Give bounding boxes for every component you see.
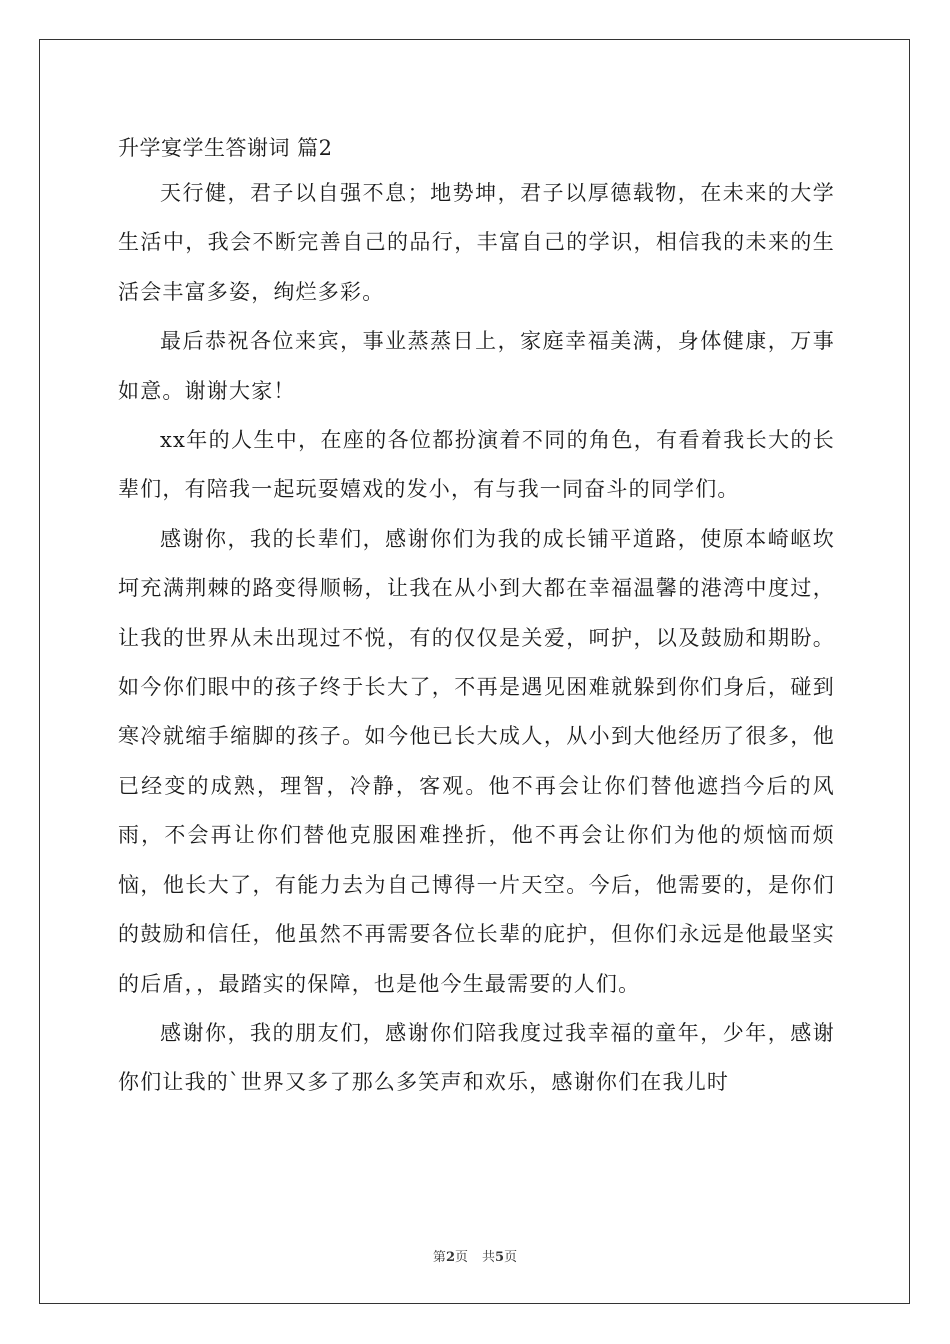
document-body — [118, 128, 835, 1108]
page-footer — [0, 1246, 950, 1265]
paragraph-1: 天行健，君子以自强不息；地势坤，君子以厚德载物，在未来的大学生活中，我会不断完善自己的品行，丰富自己的学识，相信我的未来的生活会丰富多姿，绚烂多彩。 — [118, 181, 835, 304]
page-number-prefix: 第 — [432, 1250, 446, 1265]
paragraph-4: 感谢你，我的长辈们，感谢你们为我的成长铺平道路，使原本崎岖坎坷充满荆棘的路变得顺畅，让我在从小到大都在幸福温馨的港湾中度过，让我的世界从未出现过不悦，有的仅仅是关爱，呵护，以及鼓励和期盼。如今你们眼中的孩子终于长大了，不再是遇见困难就躲到你们身后，碰到寒冷就缩手缩脚的孩子。如今他已长大成人，从小到大他经历了很多，他已经变的成熟，理智，冷静，客观。他不再会让你们替他遮挡今后的风雨，不会再让你们替他克服困难挫折，他不再会让你们为他的烦恼而烦恼，他长大了，有能力去为自己博得一片天空。今后，他需要的，是你们的鼓励和信任，他虽然不再需要各位长辈的庇护，但你们永远是他最坚实的后盾，，最踏实的保障，也是他今生最需要的人们。 — [118, 526, 835, 996]
document-title: 升学宴学生答谢词 篇2 — [118, 136, 333, 160]
paragraph-3: xx年的人生中，在座的各位都扮演着不同的角色，有看着我长大的长辈们，有陪我一起玩耍嬉戏的发小，有与我一同奋斗的同学们。 — [118, 428, 835, 502]
page-total-suffix: 页 — [504, 1250, 518, 1265]
paragraph-5: 感谢你，我的朋友们，感谢你们陪我度过我幸福的童年，少年，感谢你们让我的`世界又多了那么多笑声和欢乐，感谢你们在我儿时 — [118, 1020, 835, 1095]
page-total-prefix: 共 — [482, 1250, 496, 1265]
page-number-current: 2 — [445, 1250, 455, 1265]
page-total-count: 5 — [495, 1250, 505, 1265]
page-number-suffix: 页 — [454, 1250, 468, 1265]
paragraph-2: 最后恭祝各位来宾，事业蒸蒸日上，家庭幸福美满，身体健康，万事如意。谢谢大家！ — [118, 329, 835, 403]
